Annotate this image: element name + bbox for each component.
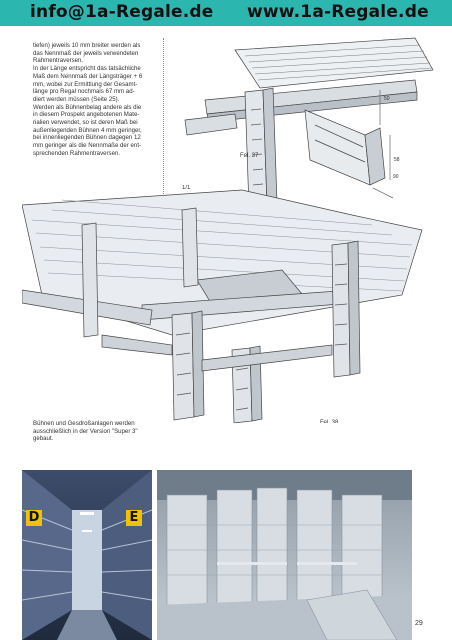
dimension-label: 90 <box>393 174 399 180</box>
figure-37-label: Fel. 37 <box>240 153 259 159</box>
body-line: In der Länge entspricht das tatsächliche <box>33 65 141 73</box>
body-line: in diesem Prospekt angebotenen Mate- <box>33 111 140 119</box>
body-line: länge pro Regal nochmals 67 mm ad- <box>33 88 135 96</box>
bottom-text <box>33 420 158 443</box>
mezzanine-photo <box>157 470 412 640</box>
header-website[interactable]: www.1a-Regale.de <box>247 2 429 22</box>
body-line: das Nennmaß der jeweils verwendeten <box>33 49 139 57</box>
page-number: 29 <box>415 620 423 627</box>
dimension-label: 50 <box>384 96 390 102</box>
body-line: bei innenliegenden Bühnen dagegen 12 <box>33 134 141 142</box>
divider-line <box>163 38 164 196</box>
aisle-sign-e: E <box>126 510 142 526</box>
bottom-line: gebaut. <box>33 435 54 443</box>
warehouse-aisle-photo <box>22 470 152 640</box>
body-line: außenliegenden Bühnen 4 mm geringer, <box>33 126 142 134</box>
aisle-sign-d: D <box>26 510 42 526</box>
body-line: Werden als Bühnenbelag andere als die <box>33 103 142 111</box>
header-email[interactable]: info@1a-Regale.de <box>30 2 214 22</box>
body-line: sprechenden Rahmentraversen. <box>33 149 121 157</box>
figure-small-label: 1/1 <box>182 185 191 191</box>
figure-38-label: Fel. 38 <box>320 420 339 423</box>
body-line: tiefen) jeweils 10 mm breiter werden als <box>33 42 141 49</box>
body-line: mm, wobei zur Ermittlung der Gesamt- <box>33 80 138 88</box>
body-line: diert werden müssen (Seite 25). <box>33 95 120 103</box>
body-line: Rahmentraversen. <box>33 57 84 65</box>
body-line: mm geringer als die Nennmaße der ent- <box>33 142 142 150</box>
bottom-line: Bühnen und Gesdroßanlagen werden <box>33 420 135 427</box>
figure-38-drawing <box>22 185 432 423</box>
body-text <box>33 42 155 158</box>
body-line: Maß dem Nennmaß der Längsträger + 6 <box>33 72 143 80</box>
bottom-line: ausschließlich in der Version "Super 3" <box>33 427 138 435</box>
header-bar <box>0 0 452 26</box>
body-line: rialien verwendet, so ist deren Maß bei <box>33 119 138 127</box>
dimension-label: 58 <box>394 157 400 163</box>
